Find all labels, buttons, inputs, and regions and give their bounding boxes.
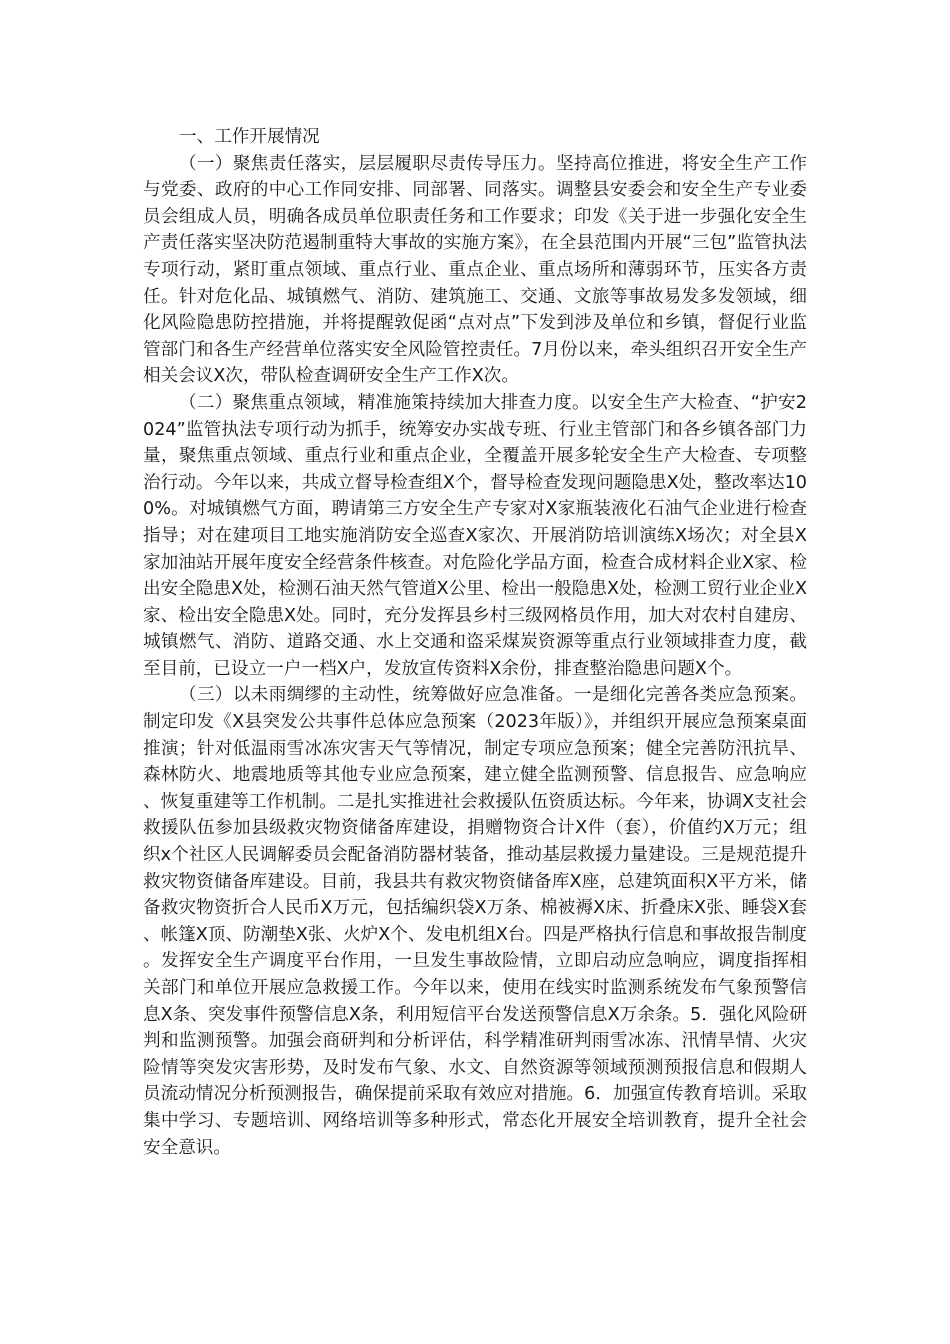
paragraph-key-areas: （二）聚焦重点领域，精准施策持续加大排查力度。以安全生产大检查、“护安2024”监管执法专项行动为抓手，统筹安办实战专班、行业主管部门和各乡镇各部门力量，聚焦重点领域、重点行业和重点企业，全覆盖开展多轮安全生产大检查、专项整治行动。今年以来，共成立督导检查组X个，督导检查发现问题隐患X处，整改率达100%。对城镇燃气方面，聘请第三方安全生产专家对X家瓶装液化石油气企业进行检查指导；对在建项目工地实施消防安全巡查X家次、开展消防培训演练X场次；对全县X家加油站开展年度安全经营条件核查。对危险化学品方面，检查合成材料企业X家、检出安全隐患X处，检测石油天然气管道X公里、检出一般隐患X处，检测工贸行业企业X家、检出安全隐患X处。同时，充分发挥县乡村三级网格员作用，加大对农村自建房、城镇燃气、消防、道路交通、水上交通和盗采煤炭资源等重点行业领域排查力度，截至目前，已设立一户一档X户，发放宣传资料X余份，排查整治隐患问题X个。 (143, 392, 807, 679)
paragraph-responsibility: （一）聚焦责任落实，层层履职尽责传导压力。坚持高位推进，将安全生产工作与党委、政府的中心工作同安排、同部署、同落实。调整县安委会和安全生产专业委员会组成人员，明确各成员单位职责任务和工作要求；印发《关于进一步强化安全生产责任落实坚决防范遏制重特大事故的实施方案》，在全县范围内开展“三包”监管执法专项行动，紧盯重点领域、重点行业、重点企业、重点场所和薄弱环节，压实各方责任。针对危化品、城镇燃气、消防、建筑施工、交通、文旅等事故易发多发领域，细化风险隐患防控措施，并将提醒敦促函“点对点”下发到涉及单位和乡镇，督促行业监管部门和各生产经营单位落实安全风险管控责任。7月份以来，牵头组织召开安全生产相关会议X次，带队检查调研安全生产工作X次。 (143, 153, 807, 387)
paragraph-emergency-preparedness: （三）以未雨绸缪的主动性，统筹做好应急准备。一是细化完善各类应急预案。制定印发《X县突发公共事件总体应急预案（2023年版）》，并组织开展应急预案桌面推演；针对低温雨雪冰冻灾害天气等情况，制定专项应急预案；健全完善防汛抗旱、森林防火、地震地质等其他专业应急预案，建立健全监测预警、信息报告、应急响应、恢复重建等工作机制。二是扎实推进社会救援队伍资质达标。今年来，协调X支社会救援队伍参加县级救灾物资储备库建设，捐赠物资合计X件（套），价值约X万元；组织x个社区人民调解委员会配备消防器材装备，推动基层救援力量建设。三是规范提升救灾物资储备库建设。目前，我县共有救灾物资储备库X座，总建筑面积X平方米，储备救灾物资折合人民币X万元，包括编织袋X万条、棉被褥X床、折叠床X张、睡袋X套、帐篷X顶、防潮垫X张、火炉X个、发电机组X台。四是严格执行信息和事故报告制度。发挥安全生产调度平台作用，一旦发生事故险情，立即启动应急响应，调度指挥相关部门和单位开展应急救援工作。今年以来，使用在线实时监测系统发布气象预警信息X条、突发事件预警信息X条，利用短信平台发送预警信息X万余条。5．强化风险研判和监测预警。加强会商研判和分析评估，科学精准研判雨雪冰冻、汛情旱情、火灾险情等突发灾害形势，及时发布气象、水文、自然资源等领域预测预报信息和假期人员流动情况分析预测报告，确保提前采取有效应对措施。6．加强宣传教育培训。采取集中学习、专题培训、网络培训等多种形式，常态化开展安全培训教育，提升全社会安全意识。 (143, 685, 807, 1158)
document-body (143, 124, 807, 1161)
section-heading: 一、工作开展情况 (179, 127, 320, 147)
